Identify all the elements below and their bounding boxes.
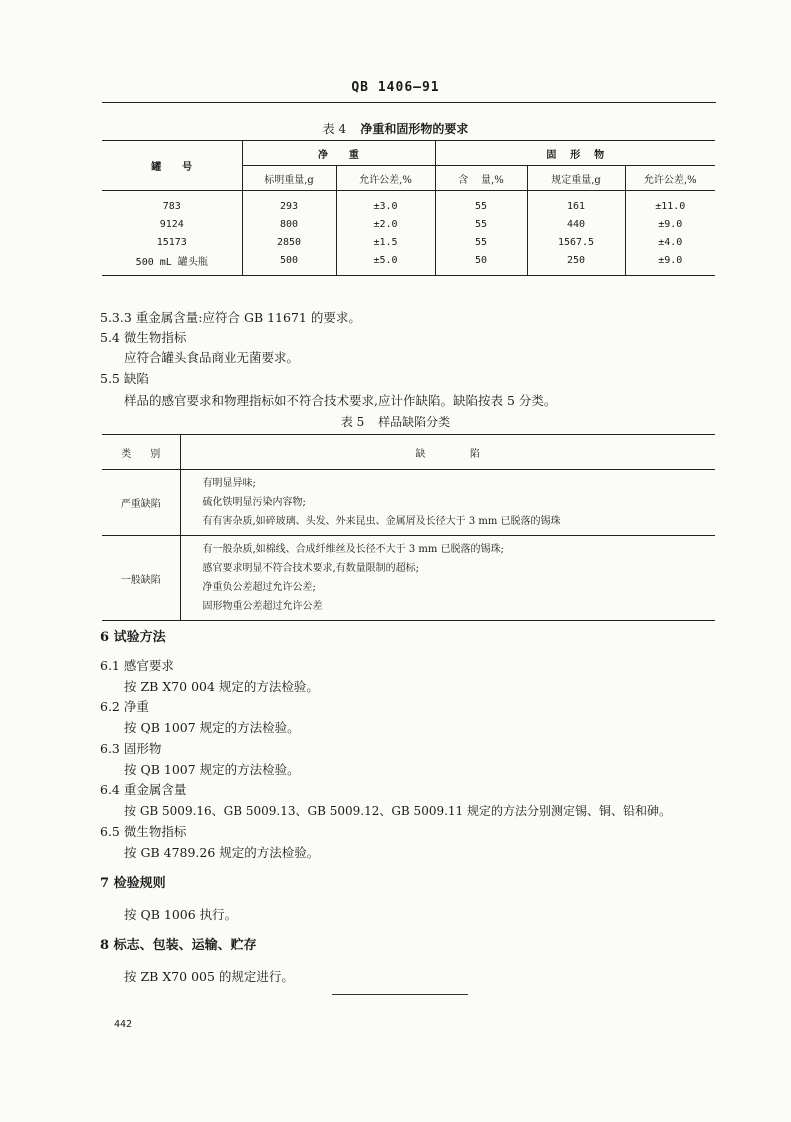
table-row xyxy=(102,197,715,215)
col-can-number: 罐 号 xyxy=(102,141,242,191)
section-5-4: 5.4 微生物指标 xyxy=(100,330,187,345)
section-6-2-text: 按 QB 1007 规定的方法检验。 xyxy=(124,720,300,735)
cell: ±5.0 xyxy=(336,251,435,269)
cell: 9124 xyxy=(159,218,184,230)
section-8-heading: 8 标志、包装、运输、贮存 xyxy=(100,938,257,953)
col-group-net-weight: 净 重 xyxy=(242,141,435,166)
cell: ±2.0 xyxy=(336,215,435,233)
category-label: 严重缺陷 xyxy=(102,470,180,536)
cell: ±9.0 xyxy=(625,251,715,269)
defect-group-general xyxy=(102,536,715,621)
table4-caption xyxy=(0,120,791,137)
defect-item: 固形物重公差超过允许公差 xyxy=(202,601,323,612)
section-6-3: 6.3 固形物 xyxy=(100,741,162,756)
cell: 55 xyxy=(435,233,527,251)
table-row xyxy=(102,215,715,233)
header-rule xyxy=(102,102,716,103)
section-6-5-text: 按 GB 4789.26 规定的方法检验。 xyxy=(124,845,320,860)
section-5-4-text: 应符合罐头食品商业无菌要求。 xyxy=(124,350,300,365)
section-6-1-text: 按 ZB X70 004 规定的方法检验。 xyxy=(124,679,319,694)
section-6-3-text: 按 QB 1007 规定的方法检验。 xyxy=(124,762,300,777)
category-label: 一般缺陷 xyxy=(102,536,180,621)
page-number: 442 xyxy=(114,1019,133,1030)
cell: 440 xyxy=(527,215,625,233)
defect-item: 净重负公差超过允许公差; xyxy=(202,582,316,593)
defect-item: 有一般杂质,如棉线、合成纤维丝及长径不大于 3 mm 已脱落的锡珠; xyxy=(202,544,504,555)
col-defect: 缺 陷 xyxy=(180,435,715,470)
table5-caption xyxy=(0,413,791,430)
section-6-4-text: 按 GB 5009.16、GB 5009.13、GB 5009.12、GB 5009.11 规定的方法分别测定锡、铜、铅和砷。 xyxy=(124,804,671,818)
section-5-5: 5.5 缺陷 xyxy=(100,371,149,386)
col-solid-tolerance: 允许公差,% xyxy=(625,166,715,191)
cell: 293 xyxy=(242,197,336,215)
section-7-text: 按 QB 1006 执行。 xyxy=(124,907,238,922)
col-net-tolerance: 允许公差,% xyxy=(336,166,435,191)
standard-number: QB 1406—91 xyxy=(351,80,440,95)
cell: 500 xyxy=(242,251,336,269)
table5 xyxy=(102,434,715,621)
cell: 50 xyxy=(435,251,527,269)
section-6-4: 6.4 重金属含量 xyxy=(100,782,187,797)
cell: 55 xyxy=(435,197,527,215)
defect-item: 硫化铁明显污染内容物; xyxy=(202,497,306,508)
cell: 55 xyxy=(435,215,527,233)
cell: ±11.0 xyxy=(625,197,715,215)
section-7-heading: 7 检验规则 xyxy=(100,876,166,891)
col-group-solids: 固 形 物 xyxy=(435,141,715,166)
table4-caption-no: 表 4 xyxy=(322,122,347,136)
cell: ±3.0 xyxy=(336,197,435,215)
table5-caption-no: 表 5 xyxy=(340,415,365,429)
defect-item: 有有害杂质,如碎玻璃、头发、外来昆虫、金属屑及长径大于 3 mm 已脱落的锡珠 xyxy=(202,516,561,527)
cell: ±1.5 xyxy=(336,233,435,251)
section-6-1: 6.1 感官要求 xyxy=(100,658,174,673)
cell: 161 xyxy=(527,197,625,215)
col-specified-weight: 规定重量,g xyxy=(527,166,625,191)
table-row xyxy=(102,233,715,251)
section-8-text: 按 ZB X70 005 的规定进行。 xyxy=(124,969,294,984)
section-6-heading: 6 试验方法 xyxy=(100,630,166,645)
cell: 15173 xyxy=(156,236,187,248)
section-5-3-3: 5.3.3 重金属含量:应符合 GB 11671 的要求。 xyxy=(100,310,361,325)
col-category: 类 别 xyxy=(102,435,180,470)
col-labeled-weight: 标明重量,g xyxy=(242,166,336,191)
cell: 800 xyxy=(242,215,336,233)
section-5-5-text: 样品的感官要求和物理指标如不符合技术要求,应计作缺陷。缺陷按表 5 分类。 xyxy=(124,393,557,408)
table4-caption-title: 净重和固形物的要求 xyxy=(360,122,469,136)
defect-group-serious xyxy=(102,470,715,536)
defect-item: 感官要求明显不符合技术要求,有数量限制的超标; xyxy=(202,563,420,574)
section-6-5: 6.5 微生物指标 xyxy=(100,824,187,839)
cell: 2850 xyxy=(242,233,336,251)
cell: ±9.0 xyxy=(625,215,715,233)
end-rule xyxy=(332,994,468,995)
cell: ±4.0 xyxy=(625,233,715,251)
defect-item: 有明显异味; xyxy=(202,478,256,489)
cell: 1567.5 xyxy=(527,233,625,251)
col-content: 含 量,% xyxy=(435,166,527,191)
cell: 783 xyxy=(162,200,181,212)
table-row xyxy=(102,251,715,269)
cell: 500 mL 罐头瓶 xyxy=(135,256,208,268)
table4 xyxy=(102,140,715,276)
section-6-2: 6.2 净重 xyxy=(100,699,149,714)
table5-caption-title: 样品缺陷分类 xyxy=(378,415,451,429)
cell: 250 xyxy=(527,251,625,269)
